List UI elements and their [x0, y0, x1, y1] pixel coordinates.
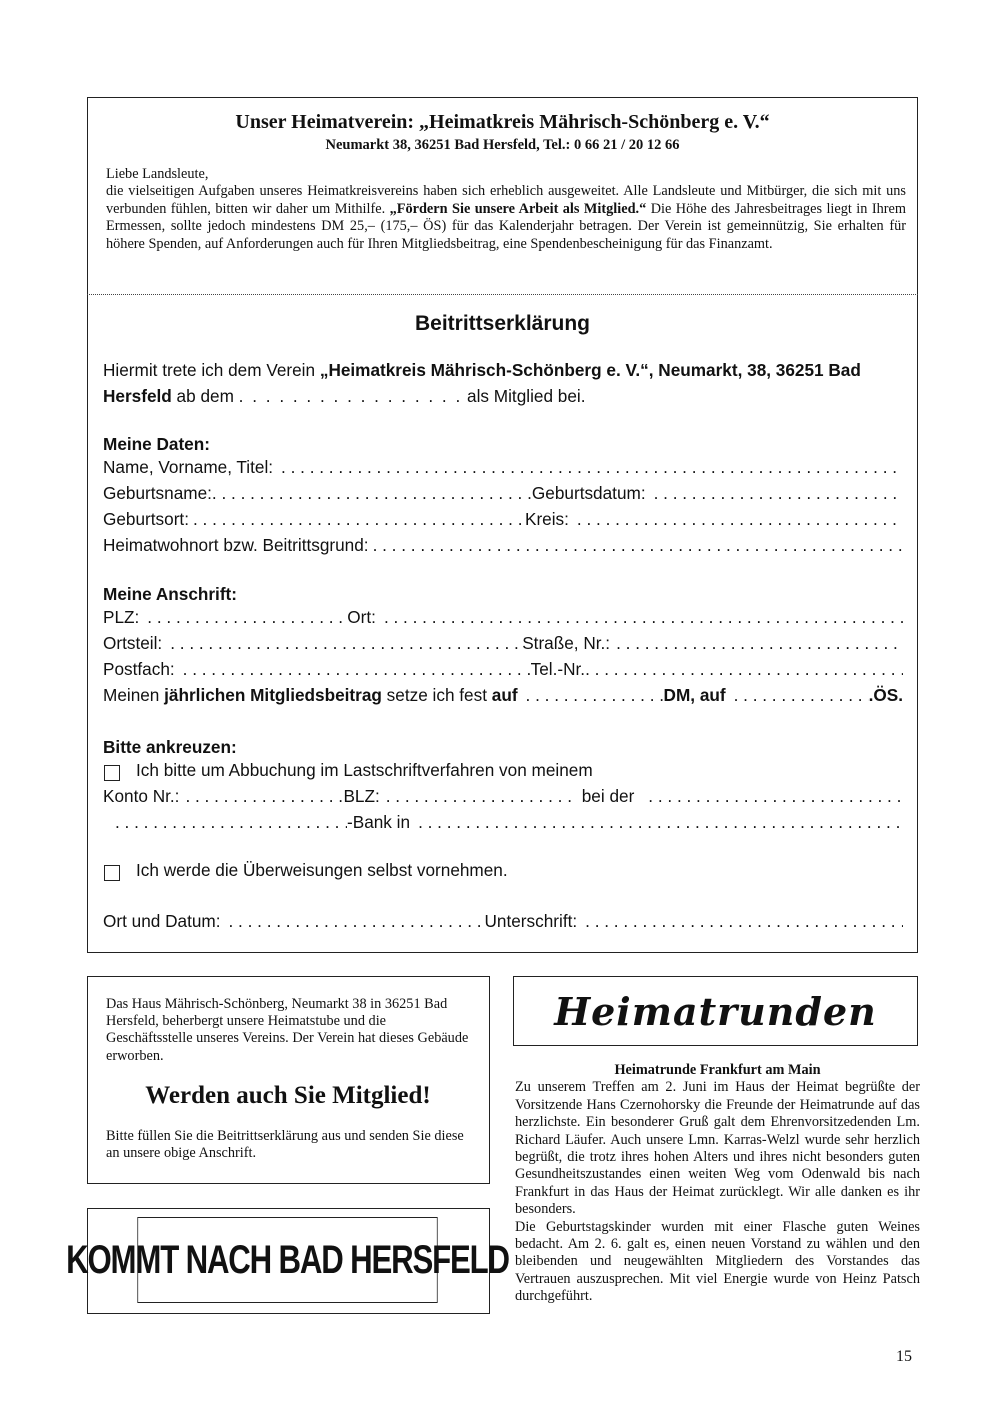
- geburtsname-field[interactable]: [212, 483, 532, 504]
- birth-row: [103, 483, 903, 507]
- strasse-label: Straße, Nr.:: [522, 633, 611, 653]
- beitrag-bold: jährlichen Mitgliedsbeitrag: [164, 685, 382, 705]
- intro-text: [106, 166, 906, 253]
- info-text-2: Bitte füllen Sie die Beitrittserklärung aus und senden Sie diese an unsere obige Anschrift.: [106, 1128, 464, 1162]
- postfach-field[interactable]: [183, 659, 531, 680]
- bitte-ankreuzen-heading: Bitte ankreuzen:: [103, 737, 237, 757]
- heimatrunden-title: Heimatrunden: [554, 988, 877, 1034]
- dm-auf-label: DM, auf: [663, 685, 726, 705]
- form-title: Beitrittserklärung: [414, 312, 591, 335]
- abbuchung-checkbox[interactable]: [104, 765, 120, 781]
- geburtsdatum-label: Geburtsdatum:: [531, 483, 646, 503]
- bei-der-label: bei der: [581, 786, 635, 806]
- selbst-checkbox[interactable]: [104, 865, 120, 881]
- ort-field[interactable]: [384, 607, 903, 628]
- bank-prefix-field[interactable]: [115, 812, 347, 833]
- heimatwohnort-row: [103, 535, 903, 559]
- oes-label: .ÖS.: [868, 685, 903, 705]
- beitrag-dm-field[interactable]: [526, 685, 664, 706]
- kreis-label: Kreis:: [524, 509, 569, 529]
- tel-label: Tel.-Nr.: [530, 659, 586, 679]
- ort-datum-label: Ort und Datum:: [103, 911, 221, 931]
- postfach-row: [103, 659, 903, 683]
- birthplace-row: [103, 509, 903, 533]
- intro-body-2: Die Höhe des Jahresbeitrages liegt in Ihrem Ermessen, sollte jedoch mindestens DM 25,– (175,– ÖS) für das Kalenderjahr betragen. Der Verein ist gemeinnützig, Sie erhalten für höhere Spenden, auf Anforderungen auch für Ihren Mitgliedsbeitrag, eine Spendenbescheinigung für das Finanzamt.: [106, 200, 907, 252]
- blz-label: BLZ:: [343, 786, 380, 806]
- declaration-text-1: Hiermit trete ich dem Verein: [103, 360, 320, 380]
- start-date-field[interactable]: . . . . . . . . . . . . . . . . .: [238, 386, 463, 406]
- intro-greeting: Liebe Landsleute,: [106, 166, 209, 182]
- club-title: Unser Heimatverein: „Heimatkreis Mährisch-Schönberg e. V.“: [235, 111, 770, 133]
- meine-anschrift-heading: Meine Anschrift:: [103, 584, 238, 604]
- page-number: 15: [896, 1348, 912, 1365]
- article-paragraph-1: Zu unserem Treffen am 2. Juni im Haus der Heimat begrüßte der Vorsitzende Hans Czernohorsky die Freunde der Heimatrunde auf das herzlichste. Ein besonderer Gruß galt dem Ehrenvorsitzedenden Lm. Richard Läufer. Auch unsere Lmn. Karras-Welzl wurde sehr herzlich begrüßt, die trotz ihres hohen Alters und ihres nicht besonders guten Gesundheitszustandes einen weiten Weg vom Odenwald bis nach Frankfurt in das Haus der Heimat zurücklegt. Wir alle danken es ihr besonders.: [515, 1079, 920, 1218]
- club-address: Neumarkt 38, 36251 Bad Hersfeld, Tel.: 0 66 21 / 20 12 66: [325, 137, 680, 153]
- article-paragraph-2: Die Geburtstagskinder wurden mit einer Flasche guten Weines bedacht. Am 2. 6. galt es, einen neuen Vorstand zu wählen und den bleibenden und neugewählten Mitgliedern des Vorstandes das Vertrauen auszusprechen. Mit viel Energie wurde von Heinz Patsch durchgeführt.: [515, 1218, 920, 1305]
- heimatwohnort-field[interactable]: [373, 535, 903, 556]
- info-text: Das Haus Mährisch-Schönberg, Neumarkt 38 in 36251 Bad Hersfeld, beherbergt unsere Heimatstube und die Geschäftsstelle unseres Vereins. Der Verein hat dieses Gebäude erworben.: [106, 996, 469, 1064]
- strasse-field[interactable]: [616, 633, 903, 654]
- kreis-field[interactable]: [577, 509, 903, 530]
- kommt-box: [66, 1208, 509, 1314]
- cut-line: [87, 294, 918, 295]
- declaration-bold-2: Hersfeld: [103, 386, 172, 406]
- heimatrunden-box: [513, 976, 918, 1046]
- bank-row: [115, 812, 903, 836]
- werden-mitglied-headline: Werden auch Sie Mitglied!: [145, 1082, 431, 1109]
- postfach-label: Postfach:: [103, 659, 175, 679]
- geburtsort-label: Geburtsort:: [103, 509, 189, 529]
- blz-field[interactable]: [386, 786, 576, 807]
- bank-name-field[interactable]: [648, 786, 903, 807]
- plz-field[interactable]: [147, 607, 347, 628]
- beitrag-oes-field[interactable]: [734, 685, 869, 706]
- geburtsdatum-field[interactable]: [654, 483, 903, 504]
- ort-datum-field[interactable]: [229, 911, 485, 932]
- declaration-text-2: ab dem: [171, 386, 234, 406]
- meine-daten-heading: Meine Daten:: [103, 434, 210, 454]
- ortsteil-row: [103, 633, 903, 657]
- abbuchung-label: Ich bitte um Abbuchung im Lastschriftverfahren von meinem: [136, 760, 593, 780]
- beitrag-text-2: setze ich fest: [381, 685, 492, 705]
- konto-field[interactable]: [185, 786, 343, 807]
- intro-body-bold: „Fördern Sie unsere Arbeit als Mitglied.“: [389, 200, 647, 217]
- unterschrift-label: Unterschrift:: [484, 911, 578, 931]
- unterschrift-field[interactable]: [585, 911, 903, 932]
- bank-city-field[interactable]: [418, 812, 903, 833]
- selbst-label: Ich werde die Überweisungen selbst vornehmen.: [136, 860, 508, 880]
- beitrag-text-1: Meinen: [103, 685, 165, 705]
- declaration-text-3: als Mitglied bei.: [467, 386, 586, 406]
- heimatwohnort-label: Heimatwohnort bzw. Beitrittsgrund:: [103, 535, 369, 555]
- signature-row: [103, 911, 903, 935]
- info-box: [87, 976, 490, 1184]
- konto-row: [103, 786, 903, 810]
- konto-label: Konto Nr.:: [103, 786, 180, 806]
- declaration-bold: „Heimatkreis Mährisch-Schönberg e. V.“, Neumarkt, 38, 36251 Bad: [319, 360, 861, 380]
- kommt-banner: KOMMT NACH BAD HERSFELD: [137, 1217, 437, 1303]
- article: [515, 1062, 920, 1306]
- name-label: Name, Vorname, Titel:: [103, 457, 274, 477]
- plz-label: PLZ:: [103, 607, 140, 627]
- ort-label: Ort:: [347, 607, 376, 627]
- plz-row: [103, 607, 903, 631]
- name-row: [103, 457, 903, 481]
- bank-in-label: -Bank in: [347, 812, 411, 832]
- ortsteil-field[interactable]: [170, 633, 522, 654]
- geburtsname-label: Geburtsname:: [103, 483, 212, 503]
- article-title: Heimatrunde Frankfurt am Main: [614, 1062, 821, 1078]
- beitrag-row: [103, 685, 903, 709]
- declaration: [103, 357, 903, 409]
- tel-field[interactable]: [585, 659, 903, 680]
- name-field[interactable]: [281, 457, 903, 478]
- ortsteil-label: Ortsteil:: [103, 633, 163, 653]
- beitrag-auf: auf: [491, 685, 518, 705]
- geburtsort-field[interactable]: [193, 509, 525, 530]
- intro-body-1: die vielseitigen Aufgaben unseres Heimatkreisvereins haben sich erheblich ausgeweitet. Alle Landsleute und Mitbürger, die sich mit uns verbunden fühlen, bitten wir daher um Mithilfe.: [106, 183, 906, 217]
